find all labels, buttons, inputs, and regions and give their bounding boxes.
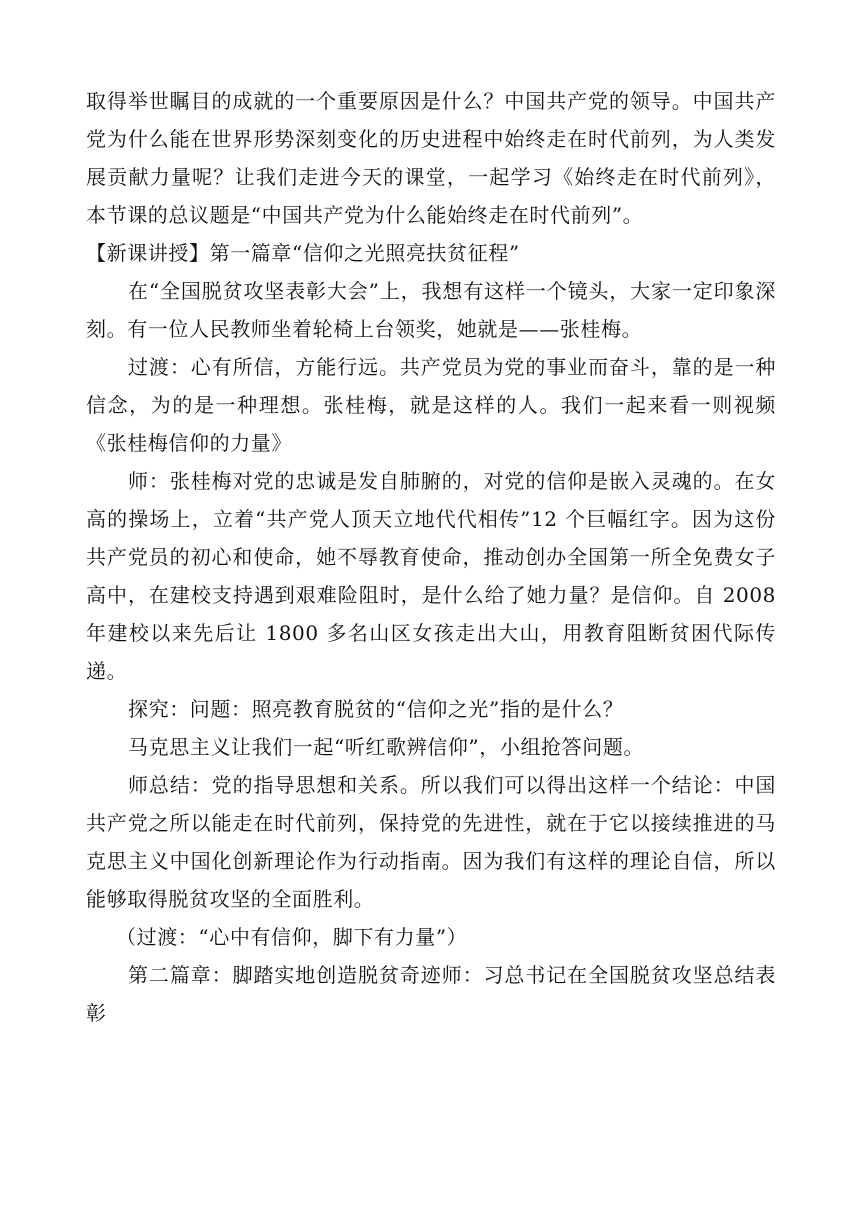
document-page [86, 82, 776, 1032]
body-paragraph: 第二篇章：脚踏实地创造脱贫奇迹师：习总书记在全国脱贫攻坚总结表彰 [86, 963, 776, 1025]
body-paragraph: 取得举世瞩目的成就的一个重要原因是什么？中国共产党的领导。中国共产党为什么能在世界形势深刻变化的历史进程中始终走在时代前列，为人类发展贡献力量呢？让我们走进今天的课堂，一起学习《始终走在时代前列》，本节课的总议题是“中国共产党为什么能始终走在时代前列”。 [86, 89, 776, 227]
body-paragraph: 在“全国脱贫攻坚表彰大会”上，我想有这样一个镜头，大家一定印象深刻。有一位人民教师坐着轮椅上台领奖，她就是——张桂梅。 [86, 279, 776, 341]
body-paragraph: 师总结：党的指导思想和关系。所以我们可以得出这样一个结论：中国共产党之所以能走在时代前列，保持党的先进性，就在于它以接续推进的马克思主义中国化创新理论作为行动指南。因为我们有这样的理论自信，所以能够取得脱贫攻坚的全面胜利。 [86, 773, 776, 911]
transition-note: （过渡：“心中有信仰，脚下有力量”） [116, 925, 468, 949]
body-paragraph: 马克思主义让我们一起“听红歌辨信仰”，小组抢答问题。 [128, 735, 645, 759]
body-paragraph: 过渡：心有所信，方能行远。共产党员为党的事业而奋斗，靠的是一种信念，为的是一种理想。张桂梅，就是这样的人。我们一起来看一则视频《张桂梅信仰的力量》 [86, 355, 776, 455]
section-heading: 【新课讲授】第一篇章“信仰之光照亮扶贫征程” [86, 241, 520, 265]
body-paragraph: 探究：问题：照亮教育脱贫的“信仰之光”指的是什么？ [128, 697, 624, 721]
body-paragraph: 师：张桂梅对党的忠诚是发自肺腑的，对党的信仰是嵌入灵魂的。在女高的操场上，立着“共产党人顶天立地代代相传”12 个巨幅红字。因为这份共产党员的初心和使命，她不辱教育使命，推动创办全国第一所全免费女子高中，在建校支持遇到艰难险阻时，是什么给了她力量？是信仰。自 2008 年建校以来先后让 1800 多名山区女孩走出大山，用教育阻断贫困代际传递。 [86, 469, 776, 683]
